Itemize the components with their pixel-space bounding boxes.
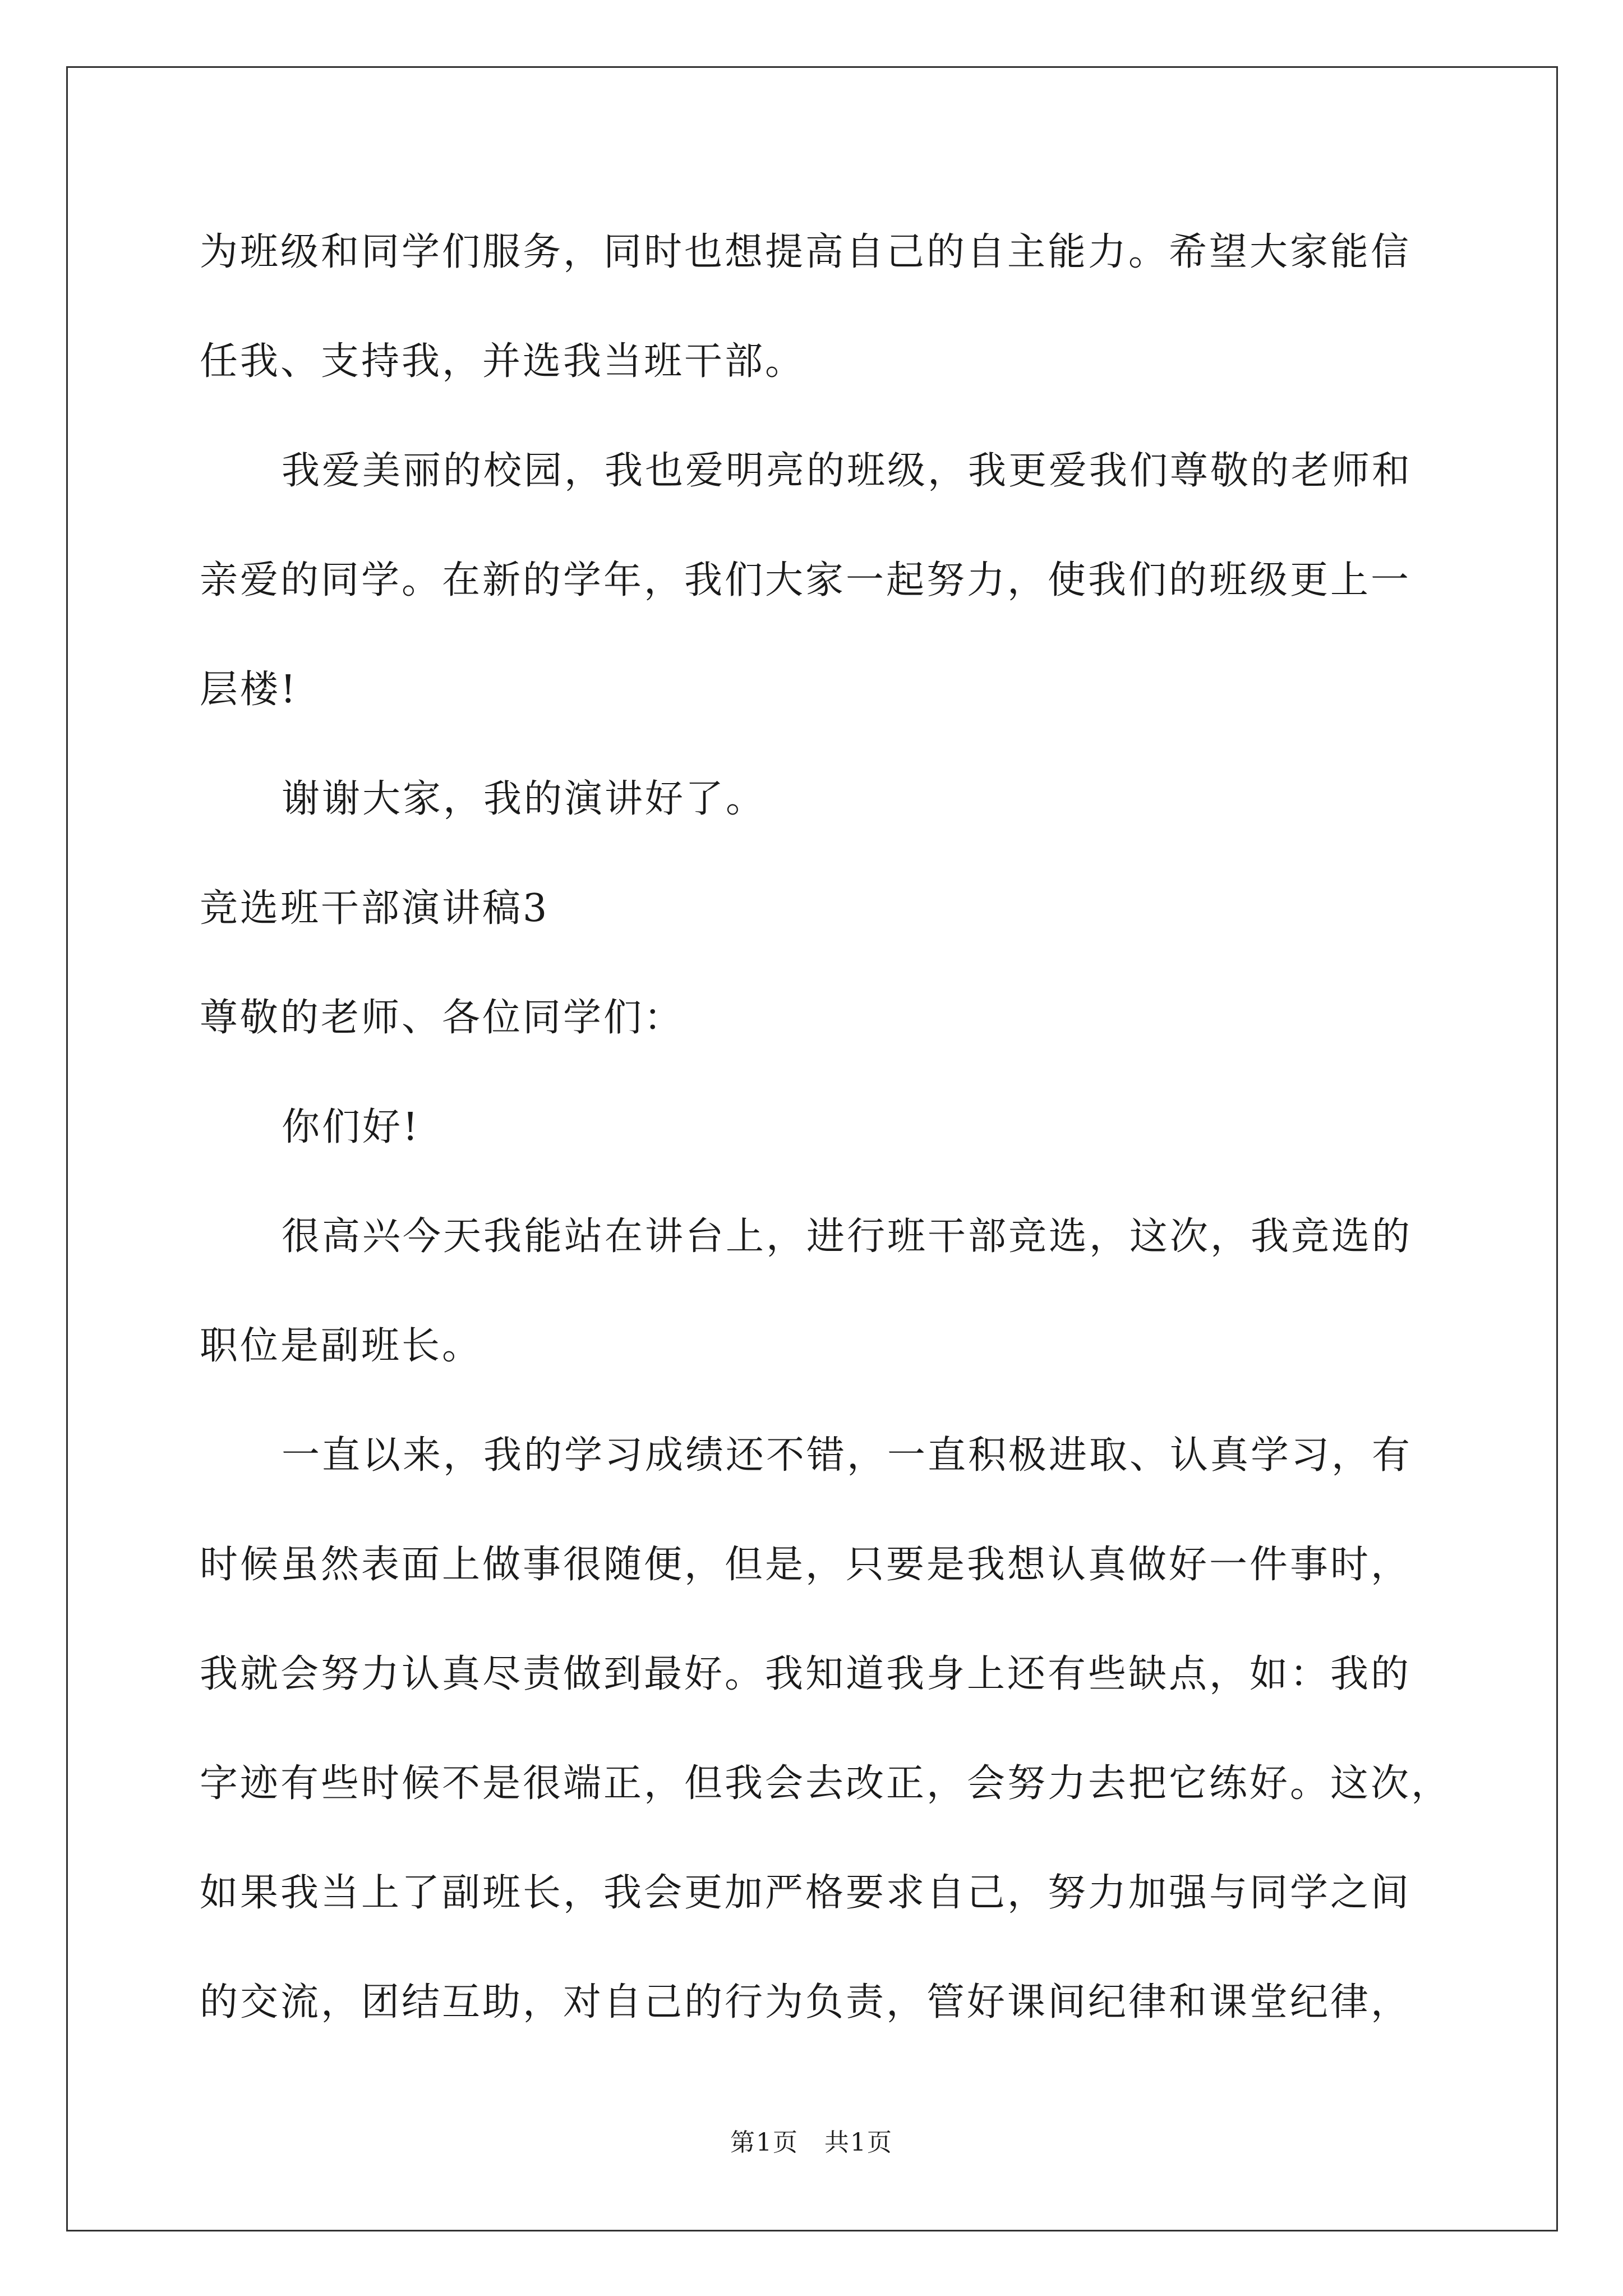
text-line-13: 时候虽然表面上做事很随便，但是，只要是我想认真做好一件事时， — [200, 1543, 1412, 1587]
document-body — [200, 219, 1456, 2078]
text-line-17: 的交流，团结互助，对自己的行为负责，管好课间纪律和课堂纪律， — [200, 1980, 1412, 2024]
text-line-15: 字迹有些时候不是很端正，但我会去改正，会努力去把它练好。这次， — [200, 1761, 1452, 1806]
section-title: 竞选班干部演讲稿3 — [200, 886, 550, 931]
page-footer: 第1页 共1页 — [730, 2128, 893, 2157]
text-line-2: 任我、支持我，并选我当班干部。 — [200, 339, 806, 384]
salutation: 尊敬的老师、各位同学们： — [200, 996, 685, 1040]
text-line-16: 如果我当上了副班长，我会更加严格要求自己，努力加强与同学之间 — [200, 1871, 1412, 1915]
text-line-14: 我就会努力认真尽责做到最好。我知道我身上还有些缺点，如：我的 — [200, 1652, 1412, 1696]
text-line-3: 我爱美丽的校园，我也爱明亮的班级，我更爱我们尊敬的老师和 — [282, 449, 1413, 493]
text-line-12: 一直以来，我的学习成绩还不错，一直积极进取、认真学习，有 — [282, 1433, 1413, 1478]
greeting: 你们好! — [282, 1105, 421, 1149]
text-line-11: 职位是副班长。 — [200, 1324, 483, 1368]
text-line-5: 层楼! — [200, 668, 298, 712]
text-line-6: 谢谢大家，我的演讲好了。 — [282, 777, 767, 821]
text-line-4: 亲爱的同学。在新的学年，我们大家一起努力，使我们的班级更上一 — [200, 558, 1412, 602]
text-line-10: 很高兴今天我能站在讲台上，进行班干部竞选，这次，我竞选的 — [282, 1214, 1413, 1259]
text-line-1: 为班级和同学们服务，同时也想提高自己的自主能力。希望大家能信 — [200, 230, 1412, 274]
